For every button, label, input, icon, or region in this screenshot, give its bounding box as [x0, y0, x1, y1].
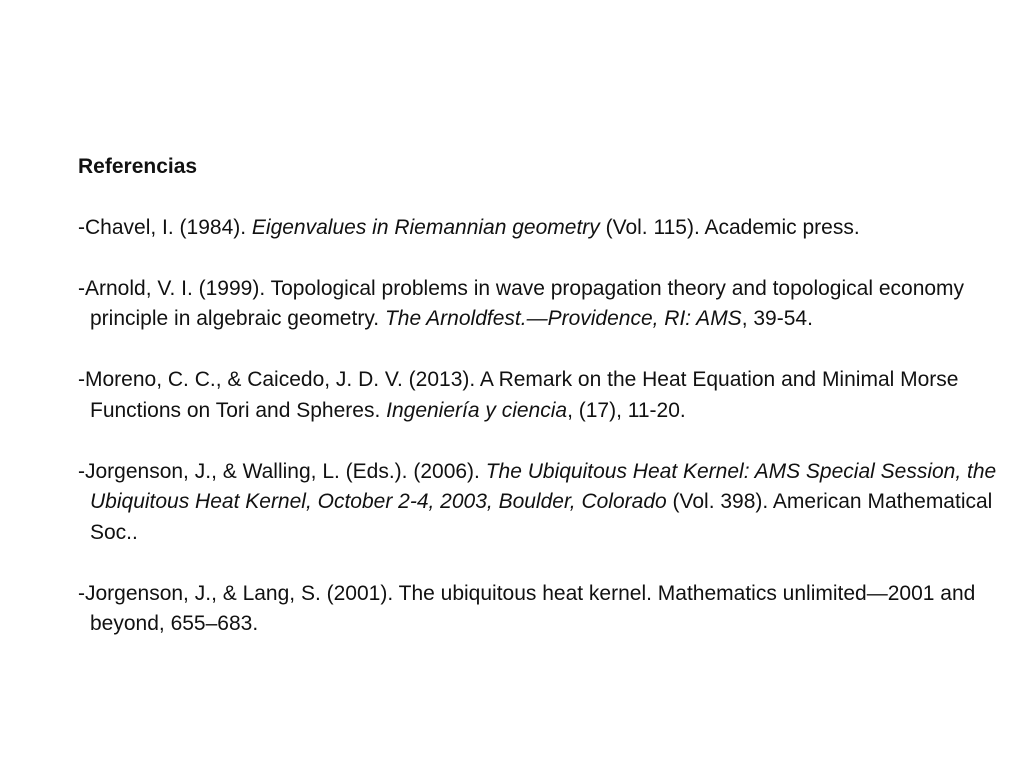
reference-item-arnold [78, 274, 998, 335]
reference-title: Ingeniería y ciencia [386, 398, 568, 422]
reference-item-jorgenson-walling [78, 457, 998, 549]
reference-title: Eigenvalues in Riemannian geometry [251, 215, 600, 239]
reference-text: , (17), 11-20. [567, 398, 686, 422]
references-section [78, 152, 998, 640]
reference-text: -Chavel, I. (1984). [78, 215, 252, 239]
reference-item-moreno [78, 365, 998, 426]
reference-text: -Arnold, V. I. (1999). Topological problems in wave propagation theory and topological economy principle in algebraic geometry. [78, 276, 965, 330]
reference-item-chavel [78, 213, 998, 244]
reference-text: (Vol. 398). American Mathematical Soc.. [90, 490, 993, 544]
reference-title: The Ubiquitous Heat Kernel: AMS Special Session, the Ubiquitous Heat Kernel, October 2-4, 2003, Boulder, Colorado [90, 459, 997, 513]
reference-text: -Moreno, C. C., & Caicedo, J. D. V. (2013). A Remark on the Heat Equation and Minimal Morse Functions on Tori and Spheres. [78, 368, 959, 422]
reference-item-jorgenson-lang [78, 579, 998, 640]
reference-list [78, 213, 998, 640]
reference-text: -Jorgenson, J., & Walling, L. (Eds.). (2006). [78, 459, 486, 483]
reference-text: -Jorgenson, J., & Lang, S. (2001). The ubiquitous heat kernel. Mathematics unlimited—2001 and beyond, 655–683. [78, 581, 976, 635]
references-heading: Referencias [78, 155, 198, 178]
reference-title: The Arnoldfest.—Providence, RI: AMS [384, 307, 742, 330]
reference-text: (Vol. 115). Academic press. [599, 215, 860, 239]
reference-text: , 39-54. [741, 307, 813, 330]
